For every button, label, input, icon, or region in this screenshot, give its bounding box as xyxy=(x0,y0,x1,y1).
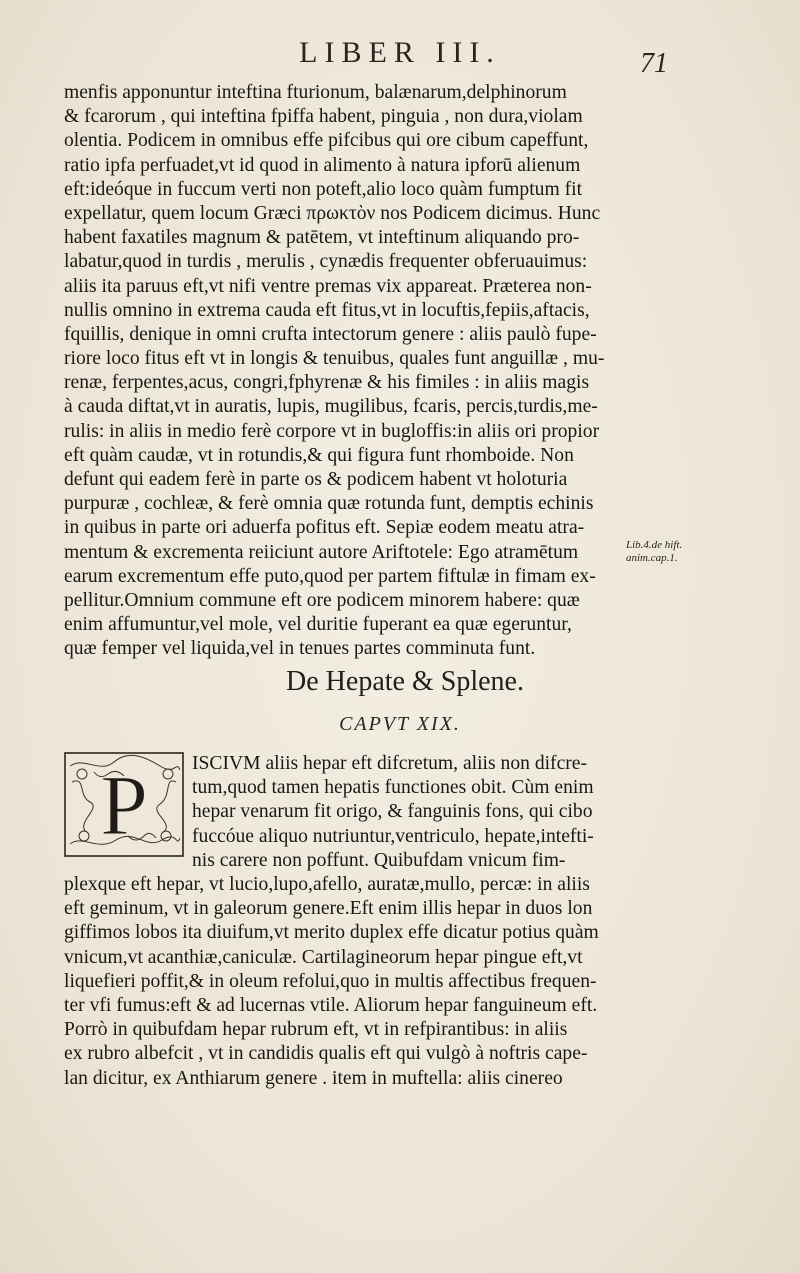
main-text-bottom xyxy=(64,873,624,1091)
text-line: mentum & excrementa reiiciunt autore Ariftotele: Ego atramētum xyxy=(64,541,579,563)
page-number: 71 xyxy=(640,48,668,79)
text-line: liquefieri poffit,& in oleum refolui,quo in multis affectibus frequen- xyxy=(64,970,597,992)
initial-letter: P xyxy=(100,757,148,853)
text-line: à cauda diftat,vt in auratis, lupis, mugilibus, fcaris, percis,turdis,me- xyxy=(64,396,598,418)
text-line: renæ, ferpentes,acus, congri,fphyrenæ & his fimiles : in aliis magis xyxy=(64,372,590,394)
marginal-note-line: Lib.4.de hift. xyxy=(626,539,683,551)
text-line: nis carere non poffunt. Quibufdam vnicum fim- xyxy=(192,849,566,871)
text-line: nullis omnino in extrema cauda eft fitus,vt in locuftis,fepiis,aftacis, xyxy=(64,299,590,321)
decorated-initial xyxy=(64,752,184,857)
text-line: pellitur.Omnium commune eft ore podicem minorem habere: quæ xyxy=(64,589,580,611)
text-line: earum excrementum effe puto,quod per partem fiftulæ in fimam ex- xyxy=(64,565,596,587)
text-line: lan dicitur, ex Anthiarum genere . item in muftella: aliis cinereo xyxy=(64,1067,563,1089)
text-line: Porrò in quibufdam hepar rubrum eft, vt in refpirantibus: in aliis xyxy=(64,1019,568,1041)
text-line: fuccóue aliquo nutriuntur,ventriculo, hepate,intefti- xyxy=(192,825,594,847)
chapter-opening-lines xyxy=(192,752,622,873)
text-line: vnicum,vt acanthiæ,caniculæ. Cartilagineorum hepar pingue eft,vt xyxy=(64,946,583,968)
text-line: plexque eft hepar, vt lucio,lupo,afello, auratæ,mullo, percæ: in aliis xyxy=(64,874,590,895)
text-line: ex rubro albefcit , vt in candidis qualis eft qui vulgò à noftris cape- xyxy=(64,1043,588,1065)
text-line: tum,quod tamen hepatis functiones obit. Cùm enim xyxy=(192,777,594,799)
text-line: habent faxatiles magnum & patētem, vt inteftinum aliquando pro- xyxy=(64,227,580,249)
text-line: defunt qui eadem ferè in parte os & podicem habent vt holoturia xyxy=(64,469,568,490)
text-line: enim affumuntur,vel mole, vel duritie fuperant ea quæ egeruntur, xyxy=(64,614,572,636)
text-line: eft:ideóque in fuccum verti non poteft,alio loco quàm fumptum fit xyxy=(64,178,583,200)
text-line: aliis ita paruus eft,vt nifi ventre premas vix appareat. Præterea non- xyxy=(64,275,592,297)
marginal-note-line: anim.cap.1. xyxy=(626,552,678,564)
main-text-top xyxy=(64,81,624,662)
text-line: expellatur, quem locum Græci πρωκτὸν nos Podicem dicimus. Hunc xyxy=(64,202,601,224)
text-line: olentia. Podicem in omnibus effe pifcibus qui ore cibum capeffunt, xyxy=(64,130,589,152)
text-line: ter vfi fumus:eft & ad lucernas vtile. Aliorum hepar fanguineum eft. xyxy=(64,994,598,1016)
text-line: purpuræ , cochleæ, & ferè omnia quæ rotunda funt, demptis echinis xyxy=(64,493,594,515)
text-line: in quibus in parte ori aduerfa pofitus eft. Sepiæ eodem meatu atra- xyxy=(64,517,585,539)
text-line: ISCIVM aliis hepar eft difcretum, aliis non difcre- xyxy=(192,753,588,774)
marginal-note xyxy=(626,539,706,565)
text-line: eft quàm caudæ, vt in rotundis,& qui figura funt rhomboide. Non xyxy=(64,444,574,466)
text-line: labatur,quod in turdis , merulis , cynædis frequenter obferuauimus: xyxy=(64,251,588,273)
text-line: hepar venarum fit origo, & fanguinis fons, qui cibo xyxy=(192,801,593,823)
text-line: & fcarorum , qui inteftina fpiffa habent, pinguia , non dura,violam xyxy=(64,106,583,128)
text-line: quæ femper vel liquida,vel in tenues partes comminuta funt. xyxy=(64,638,536,660)
text-line: rulis: in aliis in medio ferè corpore vt in bugloffis:in aliis ori propior xyxy=(64,420,600,442)
chapter-number: CAPVT XIX. xyxy=(339,713,461,735)
text-line: eft geminum, vt in galeorum genere.Eft enim illis hepar in duos lon xyxy=(64,898,593,920)
text-line: menfis apponuntur inteftina fturionum, balænarum,delphinorum xyxy=(64,82,567,103)
chapter-heading: De Hepate & Splene. xyxy=(286,666,524,697)
running-head: LIBER III. xyxy=(299,36,501,69)
text-line: fquillis, denique in omni crufta intectorum genere : aliis paulò fupe- xyxy=(64,323,597,345)
text-line: ratio ipfa perfuadet,vt id quod in alimento à natura ipforū alienum xyxy=(64,154,581,176)
text-line: riore loco fitus eft vt in longis & tenuibus, quales funt anguillæ , mu- xyxy=(64,348,605,370)
text-line: giffimos lobos ita diuifum,vt merito duplex effe dicatur potius quàm xyxy=(64,922,599,944)
